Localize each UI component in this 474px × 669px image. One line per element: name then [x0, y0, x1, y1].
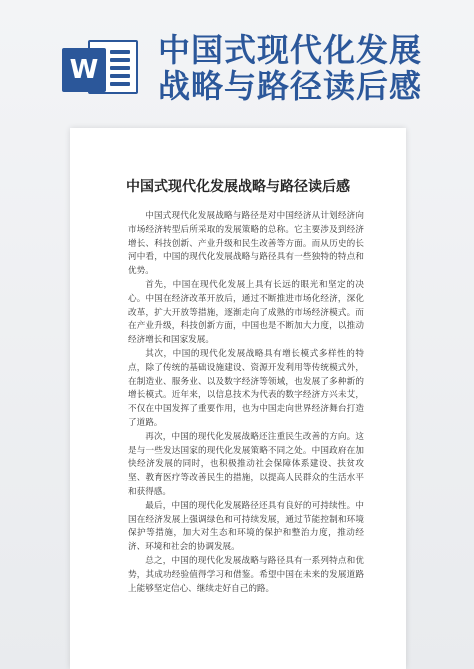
page-title-line-2: 战略与路径读后感	[158, 67, 423, 105]
word-icon	[62, 34, 142, 98]
paragraph: 首先，中国在现代化发展上具有长远的眼光和坚定的决心。中国在经济改革开放后，通过不断推进市场化经济，深化改革，扩大开放等措施，逐渐走向了成熟的市场经济模式。而在产业升级，科技创新方面，中国也是不断加大力度，以推动经济增长和国家发展。	[128, 279, 364, 346]
document-title: 中国式现代化发展战略与路径读后感	[126, 179, 350, 195]
document-page	[70, 128, 406, 669]
page-title-line-1: 中国式现代化发展	[158, 31, 423, 69]
header	[0, 0, 474, 112]
paragraph: 其次，中国的现代化发展战略具有增长模式多样性的特点，除了传统的基础设施建设、资源开发利用等传统模式外，在制造业、服务业、以及数字经济等领域，也发展了多种新的增长模式。近年来，以信息技术为代表的数字经济方兴未艾，不仅在中国发挥了重要作用，也为中国走向世界经济舞台打造了道路。	[128, 348, 364, 428]
page-title	[158, 32, 468, 104]
paragraph: 中国式现代化发展战略与路径是对中国经济从计划经济向市场经济转型后所采取的发展策略的总称。它主要涉及到经济增长、科技创新、产业升级和民生改善等方面。而从历史的长河中看，中国的现代化发展战略与路径具有一些独特的特点和优势。	[128, 211, 364, 277]
word-icon-tile: W	[62, 48, 106, 92]
paragraph: 最后，中国的现代化发展路径还具有良好的可持续性。中国在经济发展上强调绿色和可持续发展，通过节能控制和环境保护等措施，加大对生态和环境的保护和整治力度，推动经济、环境和社会的协调发展。	[128, 500, 364, 553]
paragraph: 再次，中国的现代化发展战略还注重民生改善的方向。这是与一些发达国家的现代化发展策略不同之处。中国政府在加快经济发展的同时，也积极推动社会保障体系建设、扶贫攻坚、教育医疗等改善民生的措施，以提高人民群众的生活水平和获得感。	[128, 431, 364, 497]
document-body	[128, 210, 364, 596]
paragraph: 总之，中国的现代化发展战略与路径具有一系列特点和优势，其成功经验值得学习和借鉴。希望中国在未来的发展道路上能够坚定信心、继续走好自己的路。	[128, 555, 364, 594]
